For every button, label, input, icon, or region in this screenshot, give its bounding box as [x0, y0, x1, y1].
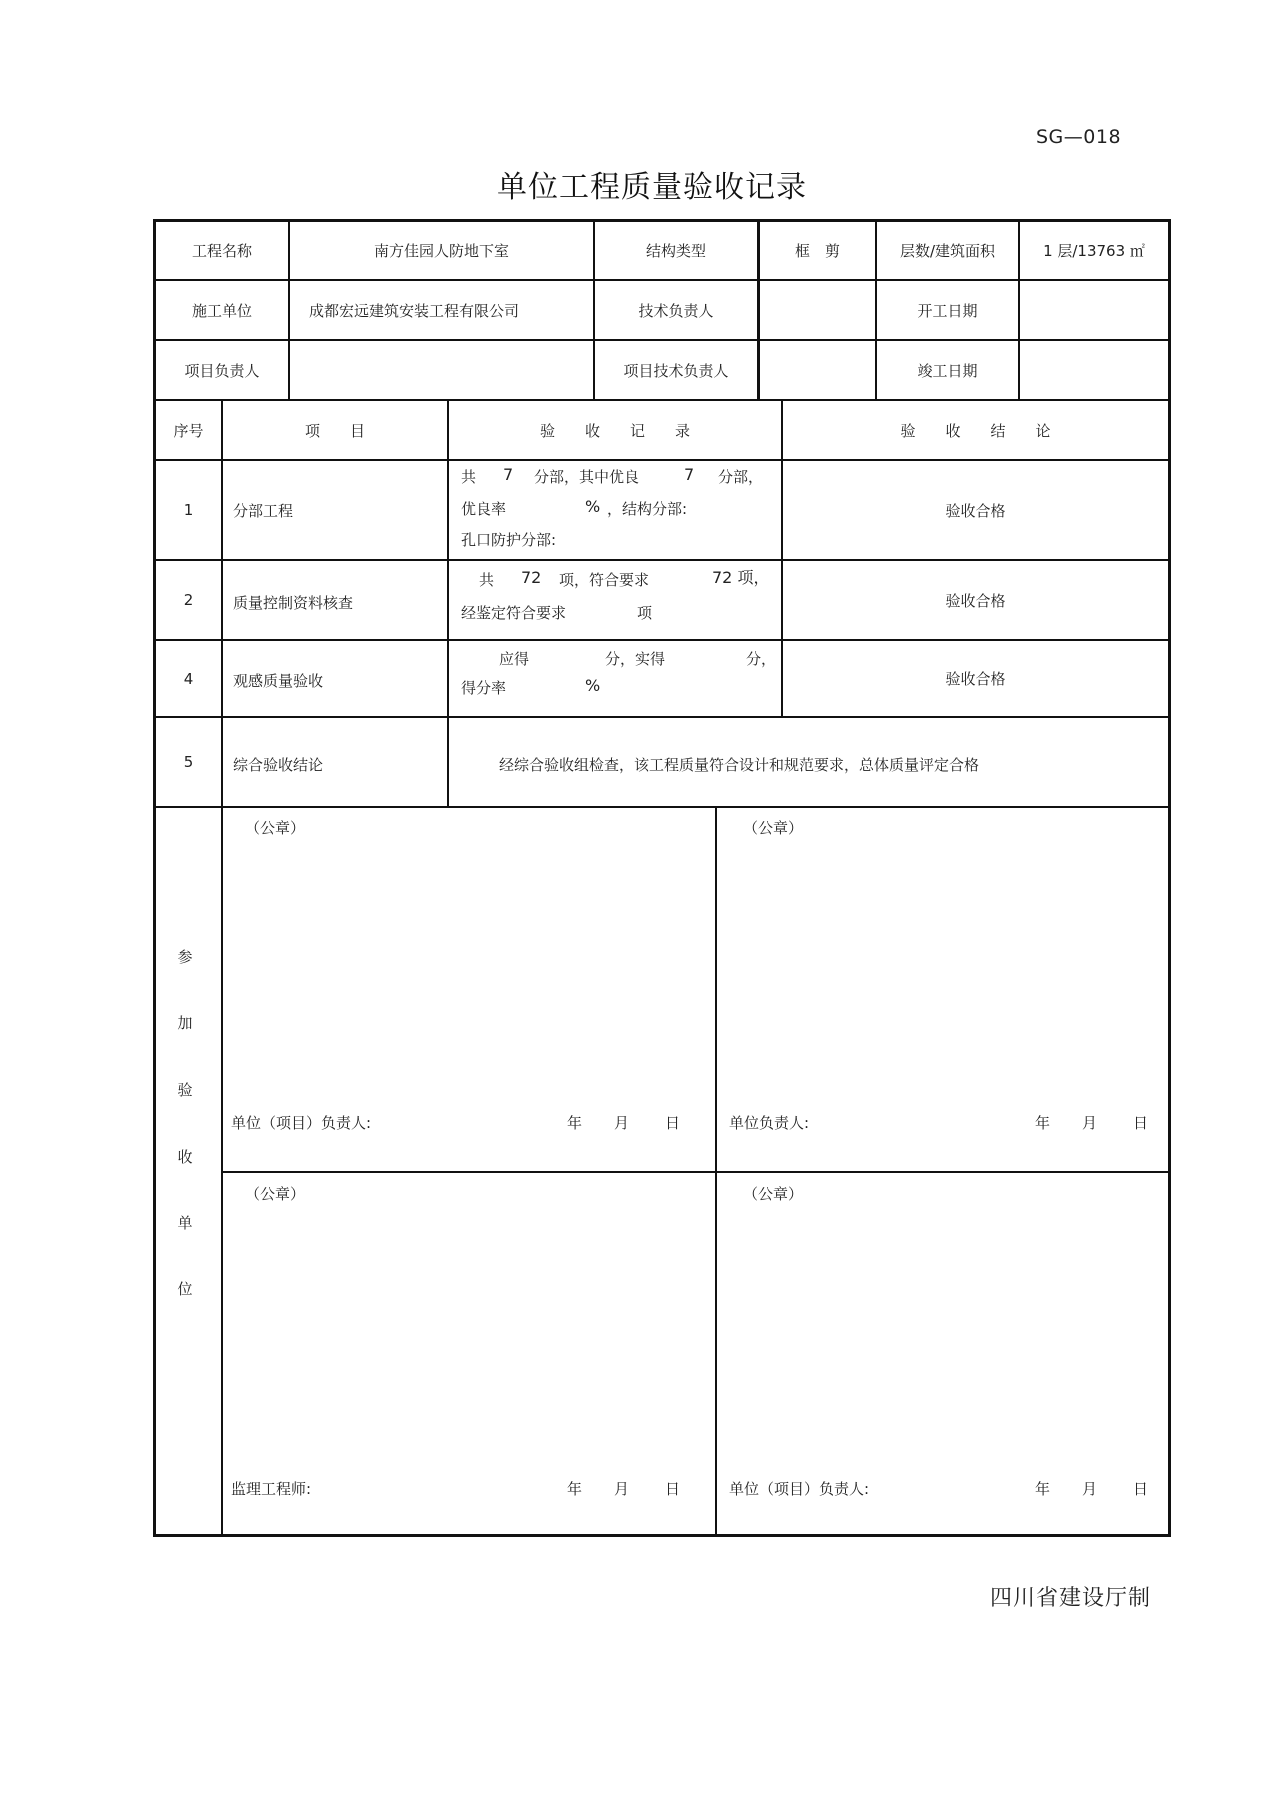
- signer-label: 单位（项目）负责人:: [729, 1480, 870, 1498]
- date-month: 月: [614, 1114, 630, 1132]
- signer-label: 单位负责人:: [729, 1114, 810, 1132]
- signer-label: 单位（项目）负责人:: [231, 1114, 372, 1132]
- end-date-label: 竣工日期: [917, 361, 978, 380]
- record-value: 7: [684, 465, 695, 484]
- project-lead-value[interactable]: [290, 341, 593, 399]
- record-text: 共: [461, 468, 477, 486]
- row-item: 质量控制资料核查: [233, 593, 354, 612]
- row-divider: [221, 1171, 1171, 1173]
- project-name-label: 工程名称: [191, 242, 252, 260]
- row-item: 观感质量验收: [233, 672, 324, 690]
- date-month: 月: [1082, 1114, 1098, 1132]
- record-text: 经鉴定符合要求: [461, 604, 567, 622]
- row-seq: 2: [183, 591, 194, 609]
- structure-type-value: 框 剪: [794, 242, 840, 260]
- start-date-value[interactable]: [1020, 281, 1168, 339]
- column-header-record: 验 收 记 录: [539, 421, 690, 440]
- column-header-item: 项 目: [304, 421, 365, 440]
- seal-placeholder: （公章）: [245, 1185, 306, 1203]
- record-text: 项: [637, 604, 653, 622]
- project-name-value: 南方佳园人防地下室: [373, 242, 509, 260]
- date-day: 日: [1133, 1114, 1149, 1132]
- row-record: [459, 641, 779, 716]
- record-value: 72: [521, 568, 542, 587]
- row-record: [459, 561, 779, 639]
- seal-placeholder: （公章）: [743, 1185, 804, 1203]
- floors-area-label: 层数/建筑面积: [899, 242, 996, 260]
- border-bottom: [153, 1534, 1171, 1537]
- contractor-value: 成都宏远建筑安装工程有限公司: [309, 301, 520, 320]
- record-text: 分部，: [718, 468, 764, 486]
- date-month: 月: [614, 1480, 630, 1498]
- side-label-char: 单: [177, 1214, 193, 1232]
- document-code: SG—018: [1036, 126, 1122, 148]
- date-day: 日: [1133, 1480, 1149, 1498]
- record-text: 项，符合要求: [559, 571, 650, 589]
- project-lead-label: 项目负责人: [184, 361, 260, 380]
- record-value: 72 项，: [712, 568, 770, 587]
- date-year: 年: [1035, 1480, 1051, 1498]
- row-conclusion: 验收合格: [945, 501, 1006, 520]
- side-label-char: 位: [177, 1280, 193, 1298]
- side-label-char: 验: [177, 1081, 193, 1099]
- record-text: ，结构分部:: [607, 500, 688, 518]
- tech-lead-value[interactable]: [760, 281, 875, 339]
- project-tech-lead-label: 项目技术负责人: [623, 361, 729, 380]
- structure-type-label: 结构类型: [645, 242, 706, 260]
- column-header-conclusion: 验 收 结 论: [900, 421, 1051, 440]
- seal-placeholder: （公章）: [743, 819, 804, 837]
- row-conclusion: 验收合格: [945, 670, 1006, 688]
- date-day: 日: [665, 1480, 681, 1498]
- seal-placeholder: （公章）: [245, 819, 306, 837]
- row-divider: [153, 806, 1171, 808]
- row-conclusion: 验收合格: [945, 591, 1006, 610]
- column-header-seq: 序号: [173, 421, 204, 440]
- row-item: 综合验收结论: [233, 755, 324, 774]
- side-label-char: 参: [177, 948, 193, 966]
- row-record: [459, 461, 779, 559]
- start-date-label: 开工日期: [917, 301, 978, 320]
- record-text: %: [585, 497, 601, 516]
- row-item: 分部工程: [233, 501, 294, 520]
- record-text: 应得: [499, 650, 530, 668]
- side-label-char: 加: [177, 1014, 193, 1032]
- signer-label: 监理工程师:: [231, 1480, 312, 1498]
- end-date-value[interactable]: [1020, 341, 1168, 399]
- date-day: 日: [665, 1114, 681, 1132]
- row-seq: 1: [183, 501, 194, 519]
- floors-area-value: 1 层/13763 ㎡: [1043, 242, 1145, 260]
- acceptance-record-table: [153, 219, 1171, 1537]
- row-seq: 4: [183, 669, 194, 688]
- date-year: 年: [567, 1480, 583, 1498]
- side-label-char: 收: [177, 1148, 193, 1166]
- row-seq: 5: [183, 753, 194, 771]
- record-text: 共: [479, 571, 495, 589]
- date-month: 月: [1082, 1480, 1098, 1498]
- record-text: 孔口防护分部:: [461, 531, 557, 549]
- column-divider: [715, 806, 717, 1535]
- record-text: 分部，其中优良: [534, 468, 640, 486]
- tech-lead-label: 技术负责人: [638, 301, 714, 320]
- record-text: 优良率: [461, 500, 507, 518]
- record-text: %: [585, 676, 601, 695]
- overall-conclusion-text: 经综合验收组检查，该工程质量符合设计和规范要求，总体质量评定合格: [499, 755, 980, 774]
- date-year: 年: [1035, 1114, 1051, 1132]
- border-right: [1168, 219, 1171, 1537]
- record-value: 7: [503, 465, 514, 484]
- record-text: 分，: [746, 650, 777, 668]
- date-year: 年: [567, 1114, 583, 1132]
- document-title: 单位工程质量验收记录: [497, 170, 807, 205]
- record-text: 分，实得: [605, 650, 666, 668]
- project-tech-lead-value[interactable]: [760, 341, 875, 399]
- issuer-footer: 四川省建设厅制: [990, 1586, 1152, 1611]
- record-text: 得分率: [461, 679, 507, 697]
- contractor-label: 施工单位: [191, 301, 252, 320]
